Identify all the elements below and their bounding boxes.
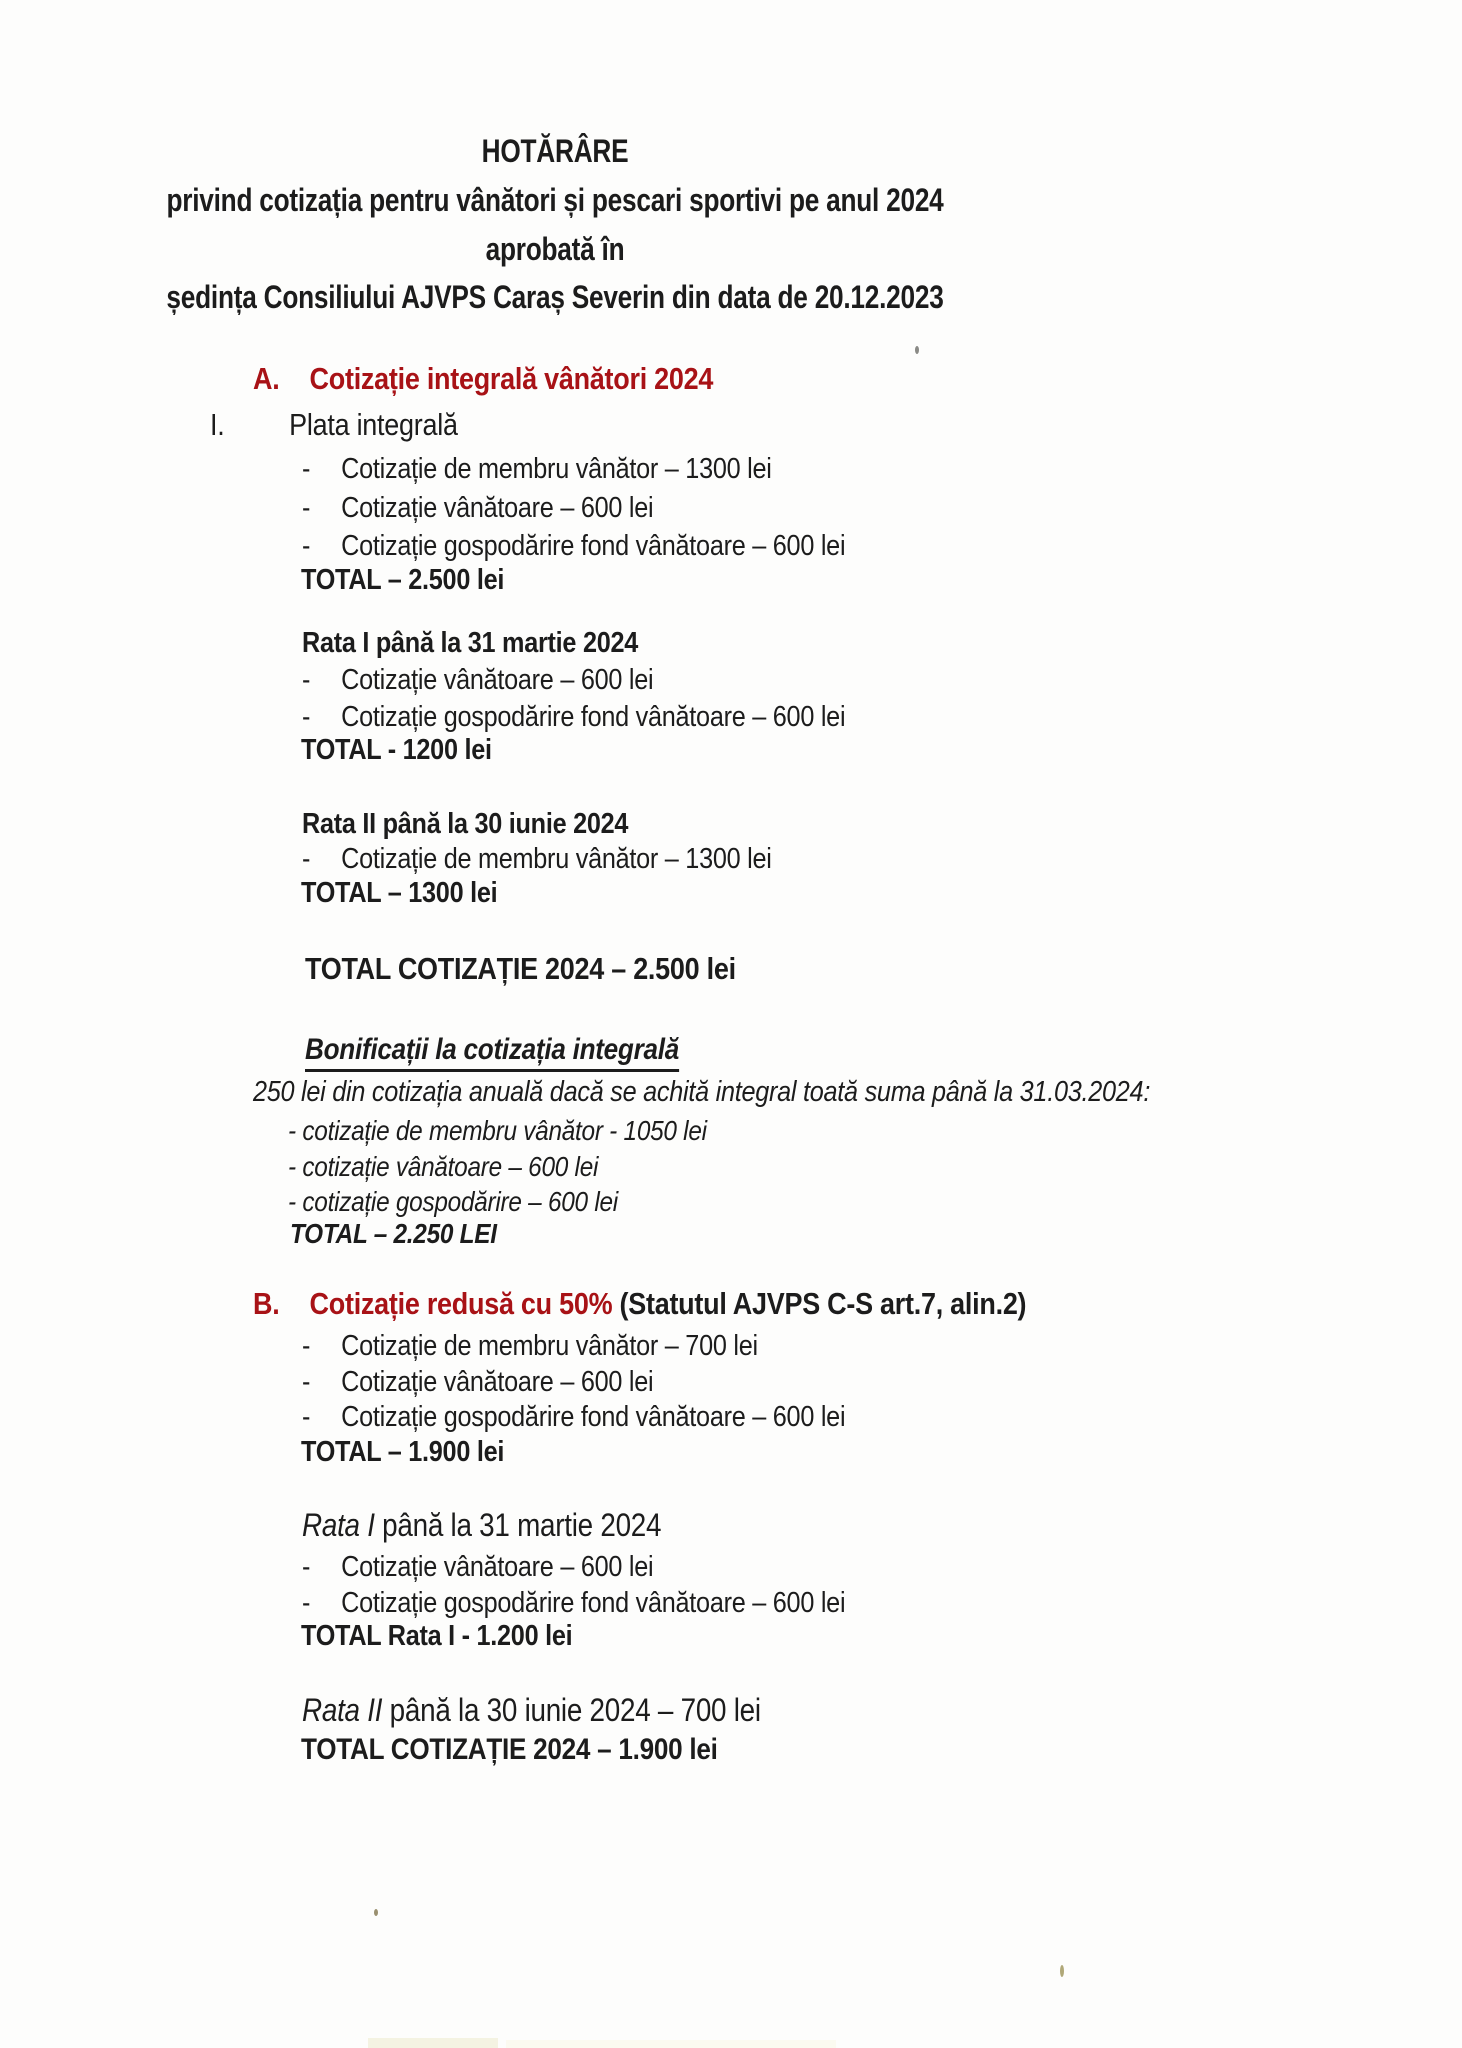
b-rate1-heading: Rata I până la 31 martie 2024: [302, 1507, 662, 1543]
bullet-dash: -: [302, 701, 311, 733]
list-item: - cotizație gospodărire – 600 lei: [288, 1186, 618, 1217]
section-b-total: TOTAL – 1.900 lei: [301, 1436, 505, 1468]
scan-artifact: [915, 346, 919, 354]
bullet-dash: -: [302, 1401, 311, 1433]
list-item: - Cotizație de membru vânător – 700 lei: [302, 1330, 758, 1362]
full-payment-total: TOTAL – 2.500 lei: [301, 564, 505, 596]
approved-in-line: aprobată în: [485, 231, 625, 267]
list-item: - Cotizație gospodărire fond vânătoare – 600 lei: [302, 1587, 846, 1619]
bullet-dash: -: [302, 1551, 311, 1583]
item-marker: I.: [210, 407, 225, 442]
bullet-dash: -: [302, 1366, 311, 1398]
list-item: - Cotizație gospodărire fond vânătoare – 600 lei: [302, 1401, 846, 1433]
list-item: - cotizație de membru vânător - 1050 lei: [288, 1115, 707, 1146]
list-item: - cotizație vânătoare – 600 lei: [288, 1151, 599, 1182]
rate2-total: TOTAL – 1300 lei: [301, 877, 498, 909]
item-plata-integrala: [210, 408, 458, 443]
section-b-heading: [253, 1287, 1026, 1322]
bullet-dash: -: [302, 453, 311, 485]
bullet-dash: -: [302, 1587, 311, 1619]
b-rate1-total: TOTAL Rata I - 1.200 lei: [301, 1620, 573, 1652]
document-subtitle: privind cotizația pentru vânători și pescari sportivi pe anul 2024: [166, 182, 944, 218]
section-b-grand-total: TOTAL COTIZAȚIE 2024 – 1.900 lei: [301, 1733, 718, 1766]
section-b-title-note: (Statutul AJVPS C-S art.7, alin.2): [612, 1286, 1027, 1321]
section-b-marker: B.: [253, 1286, 280, 1321]
b-rate2-label: Rata II: [302, 1692, 383, 1728]
list-item: - Cotizație de membru vânător – 1300 lei: [302, 843, 772, 875]
item-title: Plata integrală: [289, 407, 458, 442]
section-b-title: Cotizație redusă cu 50%: [309, 1286, 613, 1321]
scan-artifact: [374, 1909, 378, 1916]
bullet-dash: -: [302, 530, 311, 562]
section-a-marker: A.: [253, 361, 280, 396]
section-a-heading: [253, 362, 713, 397]
bullet-dash: -: [302, 843, 311, 875]
list-item: - Cotizație vânătoare – 600 lei: [302, 1551, 654, 1583]
list-item: - Cotizație vânătoare – 600 lei: [302, 492, 654, 524]
b-rate2-heading: Rata II până la 30 iunie 2024 – 700 lei: [302, 1692, 761, 1728]
section-a-grand-total: TOTAL COTIZAȚIE 2024 – 2.500 lei: [305, 951, 736, 986]
rate2-heading: Rata II până la 30 iunie 2024: [302, 808, 629, 840]
scan-artifact: [506, 2040, 836, 2048]
bullet-dash: -: [302, 492, 311, 524]
bonus-heading: Bonificații la cotizația integrală: [305, 1033, 679, 1072]
list-item: - Cotizație vânătoare – 600 lei: [302, 664, 654, 696]
section-a-title: Cotizație integrală vânători 2024: [309, 361, 714, 396]
list-item: - Cotizație de membru vânător – 1300 lei: [302, 453, 772, 485]
rate1-total: TOTAL - 1200 lei: [301, 734, 492, 766]
scan-artifact: [368, 2038, 498, 2048]
bullet-dash: -: [302, 1330, 311, 1362]
scan-artifact: [1060, 1965, 1064, 1977]
list-item: - Cotizație gospodărire fond vânătoare – 600 lei: [302, 701, 846, 733]
document-title: HOTĂRÂRE: [481, 133, 629, 169]
bullet-dash: -: [302, 664, 311, 696]
bonus-intro: 250 lei din cotizația anuală dacă se achită integral toată suma până la 31.03.2024:: [253, 1076, 1151, 1108]
list-item: - Cotizație vânătoare – 600 lei: [302, 1366, 654, 1398]
b-rate1-label: Rata I: [302, 1507, 375, 1543]
list-item: - Cotizație gospodărire fond vânătoare – 600 lei: [302, 530, 846, 562]
rate1-heading: Rata I până la 31 martie 2024: [302, 627, 639, 659]
council-session-line: ședința Consiliului AJVPS Caraș Severin din data de 20.12.2023: [166, 279, 944, 315]
bonus-total: TOTAL – 2.250 LEI: [290, 1218, 497, 1249]
